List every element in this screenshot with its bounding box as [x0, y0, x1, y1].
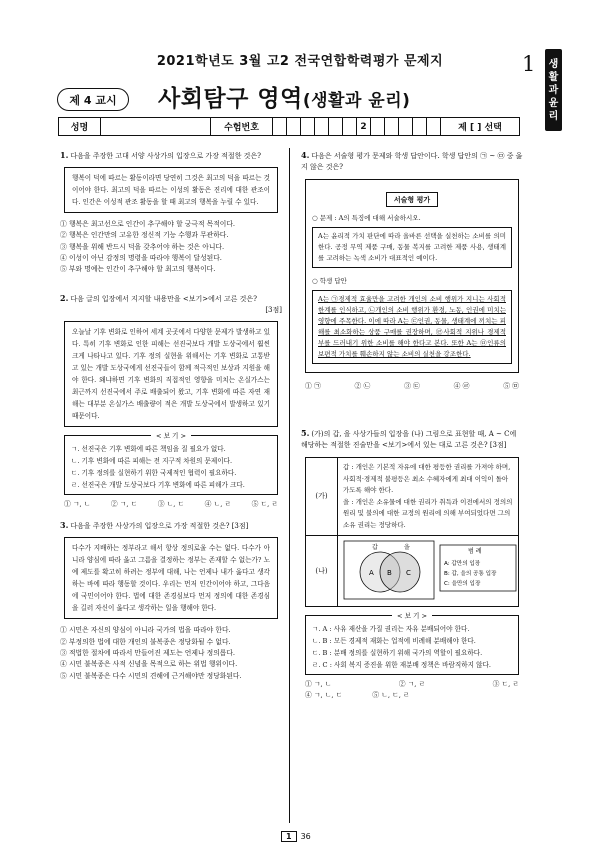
exam-number-box[interactable] [329, 118, 343, 135]
question-1-options [60, 219, 282, 275]
option-2[interactable]: ② ㄱ, ㄷ [110, 500, 138, 509]
bogi-item: ㄹ. C : 사회 복지 증진을 위한 재분배 정책은 바람직하지 않다. [312, 661, 491, 669]
option-1[interactable]: ① 시민은 자신의 양심이 아니라 국가의 법을 따라야 한다. [60, 626, 231, 635]
question-number: 4. [301, 150, 310, 160]
bogi-item: ㄴ. 기후 변화에 따른 피해는 전 지구적 차원의 문제이다. [71, 457, 233, 466]
option-4[interactable]: ④ 시민 불복종은 사적 신념을 목적으로 하는 위법 행위이다. [60, 660, 238, 669]
question-number: 5. [301, 428, 310, 438]
bogi-item: ㄱ. A : 사유 재산을 가질 권리는 자유 분배되어야 한다. [312, 625, 470, 633]
option-4[interactable]: ④ 이성이 아닌 감정의 명령을 따라야 행복이 달성된다. [60, 253, 222, 262]
option-1[interactable]: ① ㉠ [305, 382, 321, 390]
question-2-options [64, 499, 278, 510]
legend-title: 범 례 [468, 548, 482, 555]
venn-region-label: B [387, 569, 392, 577]
option-5[interactable]: ⑤ ㄴ, ㄷ, ㄹ [372, 691, 410, 700]
question-4-options [305, 381, 519, 392]
option-1[interactable]: ① 행복은 최고선으로 인간이 추구해야 할 궁극적 목적이다. [60, 220, 236, 228]
subject-sub: (생활과 윤리) [302, 91, 411, 111]
side-tab-char: 생 [548, 58, 559, 70]
bogi-item: ㄷ. 기후 정의를 실현하기 위한 국제적인 협력이 필요하다. [71, 469, 237, 478]
option-5[interactable]: ⑤ ㄷ, ㄹ [251, 500, 278, 509]
option-3[interactable]: ③ 행복을 위해 반드시 덕을 갖추어야 하는 것은 아니다. [60, 242, 225, 251]
venn-diagram [342, 539, 522, 601]
bogi-item: ㄴ. B : 모든 경제적 재화는 업적에 비례해 분배해야 한다. [312, 637, 476, 645]
footer-page-indicator [281, 831, 311, 842]
question-2 [60, 293, 282, 316]
subject-title [158, 80, 410, 113]
question-3-options [60, 625, 282, 681]
ga-text: 갑 : 개인은 기본적 자유에 대한 평등한 권리를 가져야 하며, 사회적·경제적 불평등은 최소 수혜자에게 최대 이익이 돌아가도록 해야 한다. 을 : 개인은 소유물에 대한 권리가 취득과 이전에서의 정의의 원리 및 불의에 대한 교정의 원리에 의해 부여되었다면 그의 소유 권리는 정당하다. [343, 463, 513, 529]
option-3[interactable]: ③ ㄷ, ㄹ [492, 680, 519, 688]
option-2[interactable]: ② ㄱ, ㄹ [398, 680, 426, 688]
option-3[interactable]: ③ 적법한 절차에 따라서 만들어진 제도는 언제나 정의롭다. [60, 649, 236, 658]
question-stem: 다음 글의 입장에서 지지할 내용만을 <보기>에서 고른 것은? [70, 295, 257, 304]
option-2[interactable]: ② 행복은 인간만의 고유한 정신적 기능 수행과 무관하다. [60, 231, 229, 240]
option-3[interactable]: ③ ㄴ, ㄷ [157, 500, 185, 509]
points-label: [3점] [489, 441, 507, 449]
exam-number-box[interactable] [399, 118, 413, 135]
name-label: 성명 [59, 118, 101, 135]
name-field[interactable] [101, 118, 211, 135]
answer-body: A는 ㉠경제적 효율만을 고려한 개인의 소비 행위가 지니는 사회적 한계를 인식하고, ㉡개인의 소비 행위가 환경, 노동, 인권에 미치는 영향에 주목한다. 이에 따라 A는 ㉢인권, 동물, 생태계에 끼치는 피해를 최소화하는 상품 구매를 권장하며, ㉣사회적 지위나 경제적 부를 드러내기 위한 소비를 해야 한다고 본다. 또한 A는 ㉤인류의 보편적 가치를 훼손하지 않는 소비의 실천을 강조한다. [312, 290, 512, 364]
venn-set-label: 갑 [372, 544, 378, 551]
question-4-panel [305, 179, 519, 373]
venn-set-label: 을 [404, 544, 410, 551]
points-label: [3점] [231, 522, 249, 531]
question-5-options [305, 679, 519, 702]
option-1[interactable]: ① ㄱ, ㄴ [64, 500, 91, 509]
problem-body: A는 윤리적 가치 판단에 따라 올바른 선택을 실천하는 소비를 의미한다. 공정 무역 제품 구매, 동물 복지를 고려한 제품 사용, 생태계를 고려하는 녹색 소비가 대표적인 예이다. [312, 227, 512, 268]
panel-title: 서술형 평가 [386, 192, 438, 207]
venn-region-label: A [369, 569, 374, 577]
option-4[interactable]: ④ ㄱ, ㄴ, ㄷ [305, 691, 343, 700]
choice-label: 제 [ ] 선택 [458, 123, 502, 133]
legend-item: B: 갑, 을의 공통 입장 [444, 571, 497, 577]
bogi-title: < 보 기 > [65, 430, 277, 442]
exam-number-box[interactable] [315, 118, 329, 135]
question-5-bogi [305, 612, 519, 675]
right-column [301, 150, 523, 705]
question-number: 1. [60, 150, 69, 160]
exam-number-box[interactable] [427, 118, 441, 135]
question-5-table [305, 457, 519, 607]
venn-cell [338, 536, 518, 606]
exam-number-box[interactable] [343, 118, 357, 135]
side-tab-char: 과 [548, 84, 559, 96]
exam-number-label: 수험번호 [211, 118, 273, 135]
question-stem: 다음을 주장한 사상가의 입장으로 가장 적절한 것은? [70, 522, 230, 531]
table-row [306, 458, 518, 536]
option-1[interactable]: ① ㄱ, ㄴ [305, 680, 332, 688]
column-divider [289, 148, 290, 823]
row-label: (나) [306, 536, 338, 606]
question-stem: 다음을 주장한 고대 서양 사상가의 입장으로 가장 적절한 것은? [70, 152, 261, 160]
bogi-item: ㄱ. 선진국은 기후 변화에 따른 책임을 질 필요가 없다. [71, 445, 226, 454]
question-number: 2. [60, 293, 69, 304]
session-badge: 제 4 교시 [57, 88, 129, 111]
exam-number-box[interactable] [273, 118, 287, 135]
page-number: 1 [522, 52, 536, 76]
question-4 [301, 150, 523, 173]
candidate-info-bar [58, 117, 520, 136]
question-1-passage: 행복이 덕에 따르는 활동이라면 당연히 그것은 최고의 덕을 따르는 것이어야 한다. 최고의 덕을 따르는 이성의 활동은 진리에 대한 관조이다. 인간은 이성적 관조 활동을 할 때 최고의 행복을 누릴 수 있다. [64, 167, 278, 213]
venn-circle-eul [380, 552, 420, 592]
option-5[interactable]: ⑤ 부와 명예는 인간이 추구해야 할 최고의 행복이다. [60, 265, 216, 274]
bogi-item: ㄹ. 선진국은 개발 도상국보다 기후 변화에 따른 피해가 크다. [71, 481, 245, 490]
footer-page: 1 [281, 831, 297, 842]
exam-number-box[interactable] [413, 118, 427, 135]
exam-number-box[interactable] [287, 118, 301, 135]
question-stem: (가)의 갑, 을 사상가들의 입장을 (나) 그림으로 표현할 때, A ~ C에 해당하는 적절한 진술만을 <보기>에서 있는 대로 고른 것은? [301, 430, 517, 449]
subject-main: 사회탐구 영역 [158, 86, 303, 112]
option-3[interactable]: ③ ㉢ [404, 382, 420, 390]
option-2[interactable]: ② ㉡ [354, 382, 371, 390]
footer-total: 36 [300, 832, 311, 841]
legend-item: C: 을만의 입장 [444, 581, 481, 587]
option-4[interactable]: ④ ㄴ, ㄹ [204, 500, 232, 509]
side-tab-char: 활 [548, 71, 559, 83]
exam-number-box[interactable] [301, 118, 315, 135]
exam-number-box[interactable] [385, 118, 399, 135]
option-2[interactable]: ② 부정의한 법에 대한 개인의 불복종은 정당화될 수 없다. [60, 637, 231, 646]
question-5 [301, 428, 523, 451]
left-column [60, 150, 282, 682]
points-label: [3점] [265, 306, 282, 315]
problem-label: ○ 문제 : A의 특징에 대해 서술하시오. [312, 214, 421, 222]
question-3 [60, 520, 282, 532]
option-4[interactable]: ④ ㉣ [453, 382, 470, 390]
subject-side-tab [545, 49, 562, 131]
row-label: (가) [306, 458, 338, 535]
bogi-item: ㄷ. B : 분배 정의를 실현하기 위해 국가의 역할이 필요하다. [312, 649, 483, 657]
venn-region-label: C [406, 569, 411, 577]
question-2-passage: 오늘날 기후 변화로 인하여 세계 곳곳에서 다양한 문제가 발생하고 있다. 특히 기후 변화로 인한 피해는 선진국보다 개발 도상국에서 훨씬 크게 나타나고 있다. 기후 정의 실현을 위해서는 기후 변화로 고통받고 있는 개발 도상국에게 선진국들이 함께 적극적인 보상과 지원을 해야 한다. 왜냐하면 기후 변화의 직접적인 영향을 미치는 온실가스는 최근까지 선진국에서 주로 배출되어 왔고, 기후 변화에 따른 자연 재해는 대부분 온실가스 배출량이 적은 개발 도상국에서 발생하고 있기 때문이다. [64, 321, 278, 427]
option-5[interactable]: ⑤ ㉤ [503, 382, 519, 390]
exam-title: 2021학년도 3월 고2 전국연합학력평가 문제지 [156, 54, 444, 69]
question-1 [60, 150, 282, 162]
table-row [306, 536, 518, 606]
answer-label: ○ 학생 답안 [312, 277, 347, 285]
question-number: 3. [60, 520, 69, 531]
exam-number-digit: 2 [357, 118, 371, 135]
option-5[interactable]: ⑤ 시민 불복종은 다수 시민의 견해에 근거해야만 정당화된다. [60, 671, 242, 680]
legend-item: A: 갑만의 입장 [444, 561, 481, 567]
question-3-passage: 다수가 지배하는 정부라고 해서 항상 정의로울 수는 없다. 다수가 아니라 양심에 따라 옳고 그름을 결정하는 정부는 존재할 수 없는가? 노예 제도를 확고히 하려는 정부에 대해, 나는 언제나 내가 옳다고 생각하는 바에 따라 행동할 것이다. 우리는 먼저 인간이어야 하고, 그다음에 국민이어야 한다. 법에 대한 존경심보다 먼저 정의에 대한 존경심을 길러 자신이 옳다고 생각하는 일을 행해야 한다. [64, 537, 278, 619]
side-tab-char: 윤 [548, 97, 559, 109]
side-tab-char: 리 [548, 110, 559, 122]
question-2-bogi [64, 432, 278, 495]
bogi-title: < 보 기 > [306, 610, 518, 622]
question-stem: 다음은 서술형 평가 문제와 학생 답안이다. 학생 답안의 ㉠ ~ ㉤ 중 옳지 않은 것은? [301, 152, 523, 171]
exam-number-box[interactable] [371, 118, 385, 135]
